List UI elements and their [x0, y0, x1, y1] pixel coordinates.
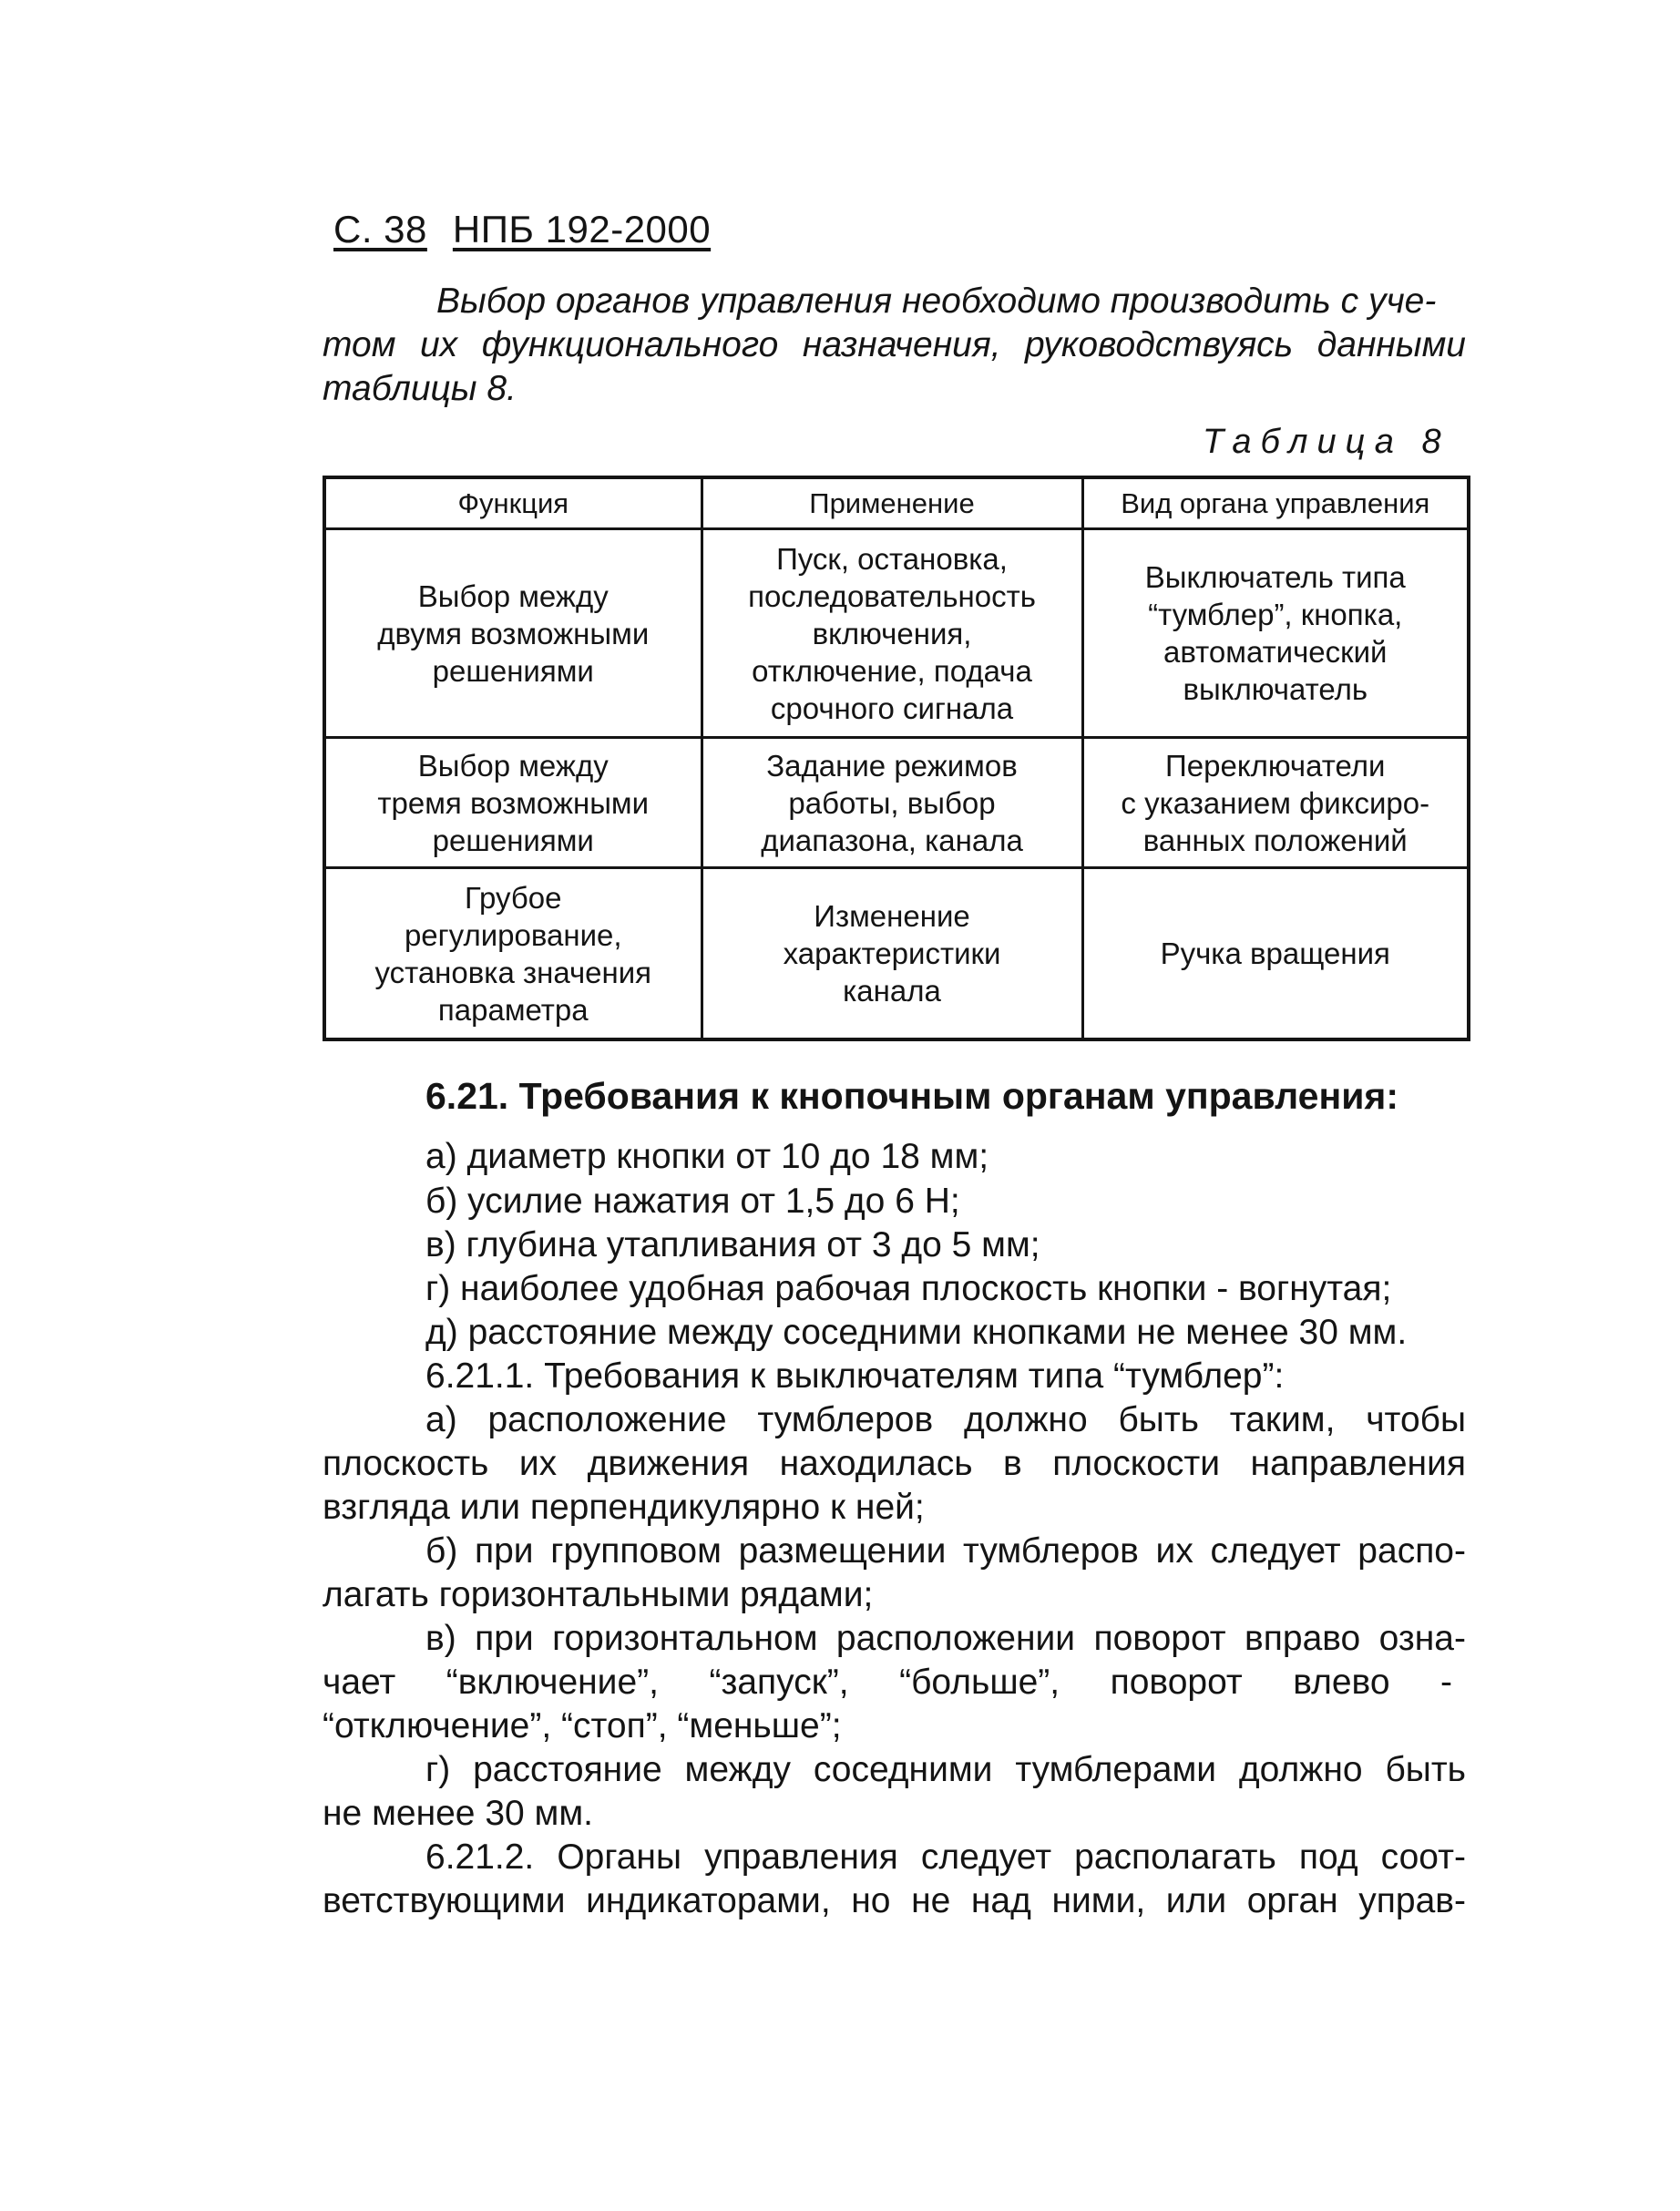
paragraph-line: плоскость их движения находилась в плоскости направления [323, 1444, 1466, 1483]
list-item: а) диаметр кнопки от 10 до 18 мм; [425, 1137, 989, 1176]
table-cell [1082, 868, 1469, 1040]
table-caption: Таблица 8 [1203, 423, 1450, 461]
paragraph-line: г) расстояние между соседними тумблерами должно быть [425, 1750, 1466, 1789]
table-cell [324, 738, 702, 868]
paragraph-line: а) расположение тумблеров должно быть таким, чтобы [425, 1400, 1466, 1439]
intro-line: том их функционального назначения, руководствуясь данными [323, 325, 1466, 364]
list-item: б) усилие нажатия от 1,5 до 6 Н; [425, 1182, 960, 1221]
column-header: Вид органа управления [1082, 477, 1469, 529]
cell-text: выключатель [1183, 672, 1368, 706]
list-item: д) расстояние между соседними кнопками не менее 30 мм. [425, 1313, 1408, 1352]
cell-text: Выключатель типа [1144, 560, 1406, 594]
table-cell [702, 738, 1082, 868]
cell-text: регулирование, [404, 917, 622, 952]
cell-text: автоматический [1163, 635, 1388, 669]
table-row [324, 738, 1469, 868]
cell-text: срочного сигнала [770, 691, 1014, 725]
cell-text: Изменение [814, 899, 970, 933]
paragraph-line: 6.21.2. Органы управления следует располагать под соот- [425, 1837, 1466, 1877]
cell-text: канала [843, 974, 941, 1008]
paragraph-line: чает “включение”, “запуск”, “больше”, поворот влево - [323, 1663, 1452, 1702]
list-item: в) глубина утапливания от 3 до 5 мм; [425, 1225, 1040, 1264]
cell-text: Грубое [465, 880, 562, 915]
table-cell [1082, 738, 1469, 868]
cell-text: “тумблер”, кнопка, [1148, 598, 1403, 631]
document-id: НПБ 192-2000 [452, 208, 712, 251]
table-cell [702, 529, 1082, 738]
data-table [323, 476, 1470, 1041]
paragraph-line: ветствующими индикаторами, но не над ними, или орган управ- [323, 1881, 1466, 1920]
cell-text: Выбор между [417, 578, 609, 613]
cell-text: параметра [437, 992, 589, 1027]
column-header: Функция [324, 477, 702, 529]
subsection-title: 6.21.1. Требования к выключателям типа “тумблер”: [425, 1356, 1285, 1396]
table-cell [324, 529, 702, 738]
table-row [324, 868, 1469, 1040]
cell-text: последовательность [748, 578, 1036, 613]
paragraph-line: взгляда или перпендикулярно к ней; [323, 1488, 925, 1527]
cell-text: ванных положений [1142, 823, 1408, 857]
page-number: С. 38 [333, 208, 427, 251]
cell-text: диапазона, канала [761, 823, 1023, 857]
cell-text: работы, выбор [788, 785, 996, 820]
table-header-row [324, 477, 1469, 529]
paragraph-line: лагать горизонтальными рядами; [323, 1575, 874, 1614]
column-header: Применение [702, 477, 1082, 529]
intro-line: таблицы 8. [323, 369, 517, 408]
cell-text: Ручка вращения [1160, 937, 1390, 970]
cell-text: Переключатели [1165, 748, 1386, 783]
page-header [333, 208, 711, 251]
cell-text: Пуск, остановка, [776, 541, 1008, 576]
cell-text: отключение, подача [752, 653, 1032, 688]
list-item: г) наиболее удобная рабочая плоскость кнопки - вогнутая; [425, 1269, 1392, 1308]
paragraph-line: в) при горизонтальном расположении поворот вправо озна- [425, 1619, 1466, 1658]
cell-text: двумя возможными [377, 616, 650, 650]
paragraph-line: “отключение”, “стоп”, “меньше”; [323, 1706, 842, 1745]
intro-line: Выбор органов управления необходимо производить с уче- [436, 281, 1437, 321]
section-title: 6.21. Требования к кнопочным органам управления: [425, 1075, 1399, 1117]
cell-text: Задание режимов [766, 748, 1018, 783]
paragraph-line: б) при групповом размещении тумблеров их следует распо- [425, 1531, 1466, 1571]
cell-text: с указанием фиксиро- [1121, 785, 1430, 820]
cell-text: Выбор между [417, 748, 609, 783]
paragraph-line: не менее 30 мм. [323, 1794, 593, 1833]
table-row [324, 529, 1469, 738]
cell-text: решениями [432, 823, 594, 857]
cell-text: решениями [432, 653, 594, 688]
cell-text: характеристики [783, 937, 1001, 970]
table-cell [702, 868, 1082, 1040]
cell-text: установка значения [374, 955, 652, 989]
cell-text: тремя возможными [377, 785, 650, 820]
cell-text: включения, [812, 616, 972, 650]
table-cell [1082, 529, 1469, 738]
table-cell [324, 868, 702, 1040]
